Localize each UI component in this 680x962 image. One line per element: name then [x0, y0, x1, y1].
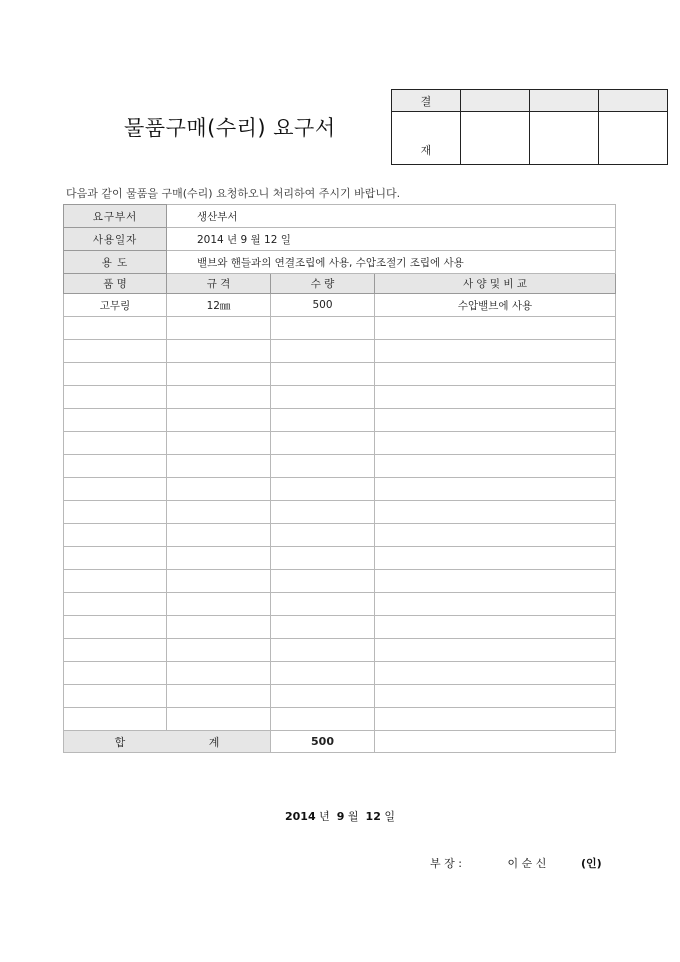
item-name-cell[interactable] [64, 386, 167, 409]
item-note-cell[interactable] [375, 570, 616, 593]
column-header-qty: 수 량 [271, 274, 375, 294]
item-spec-cell[interactable] [167, 386, 271, 409]
item-note-cell[interactable] [375, 593, 616, 616]
item-name-cell[interactable] [64, 478, 167, 501]
item-note-cell[interactable] [375, 386, 616, 409]
item-note-cell[interactable] [375, 708, 616, 731]
item-qty-cell[interactable] [271, 616, 375, 639]
approval-head-2 [530, 90, 599, 112]
item-name-cell[interactable] [64, 570, 167, 593]
approval-box [391, 89, 668, 165]
table-row [64, 708, 616, 731]
use-date-value[interactable]: 2014 년 9 월 12 일 [167, 228, 616, 251]
item-name-cell[interactable] [64, 639, 167, 662]
item-spec-cell[interactable] [167, 432, 271, 455]
item-qty-cell[interactable] [271, 455, 375, 478]
item-qty-cell[interactable] [271, 662, 375, 685]
info-row-date [64, 228, 616, 251]
item-note-cell[interactable] [375, 363, 616, 386]
item-spec-cell[interactable] [167, 363, 271, 386]
table-row [64, 685, 616, 708]
column-header-row [64, 274, 616, 294]
item-spec-cell[interactable] [167, 639, 271, 662]
item-qty-cell[interactable]: 500 [271, 294, 375, 317]
item-qty-cell[interactable] [271, 317, 375, 340]
item-note-cell[interactable] [375, 547, 616, 570]
signature-title: 부 장 : [430, 857, 462, 870]
item-name-cell[interactable] [64, 662, 167, 685]
item-spec-cell[interactable] [167, 524, 271, 547]
item-name-cell[interactable] [64, 593, 167, 616]
item-name-cell[interactable] [64, 340, 167, 363]
signature-seal[interactable]: (인) [581, 857, 602, 870]
table-row [64, 455, 616, 478]
item-spec-cell[interactable] [167, 409, 271, 432]
item-name-cell[interactable] [64, 524, 167, 547]
date-month-unit: 월 [347, 810, 359, 823]
item-name-cell[interactable] [64, 363, 167, 386]
document-title: 물품구매(수리) 요구서 [124, 116, 336, 140]
approval-label-bottom: 재 [392, 112, 461, 165]
intro-text: 다음과 같이 물품을 구매(수리) 요청하오니 처리하여 주시기 바랍니다. [66, 187, 401, 200]
purpose-value[interactable]: 밸브와 핸들과의 연결조립에 사용, 수압조절기 조립에 사용 [167, 251, 616, 274]
table-row [64, 593, 616, 616]
request-table [63, 204, 616, 753]
item-note-cell[interactable]: 수압밸브에 사용 [375, 294, 616, 317]
date-year: 2014 [284, 810, 316, 823]
item-spec-cell[interactable] [167, 478, 271, 501]
signature-line [430, 855, 602, 871]
table-row [64, 616, 616, 639]
item-note-cell[interactable] [375, 524, 616, 547]
item-name-cell[interactable] [64, 409, 167, 432]
table-row [64, 478, 616, 501]
item-qty-cell[interactable] [271, 524, 375, 547]
column-header-spec: 규 격 [167, 274, 271, 294]
item-spec-cell[interactable] [167, 662, 271, 685]
item-qty-cell[interactable] [271, 478, 375, 501]
total-label: 합 계 [64, 731, 271, 753]
table-row [64, 317, 616, 340]
table-row [64, 409, 616, 432]
item-note-cell[interactable] [375, 409, 616, 432]
item-note-cell[interactable] [375, 340, 616, 363]
table-row [64, 432, 616, 455]
document-date [0, 808, 680, 824]
approval-head-3 [599, 90, 668, 112]
item-note-cell[interactable] [375, 662, 616, 685]
item-note-cell[interactable] [375, 478, 616, 501]
table-row [64, 662, 616, 685]
item-note-cell[interactable] [375, 317, 616, 340]
department-value[interactable]: 생산부서 [167, 205, 616, 228]
item-qty-cell[interactable] [271, 708, 375, 731]
item-name-cell[interactable] [64, 455, 167, 478]
item-name-cell[interactable] [64, 547, 167, 570]
item-note-cell[interactable] [375, 685, 616, 708]
table-row [64, 570, 616, 593]
table-row [64, 363, 616, 386]
date-day: 12 [365, 810, 381, 823]
item-name-cell[interactable]: 고무링 [64, 294, 167, 317]
approval-head-1 [461, 90, 530, 112]
item-qty-cell[interactable] [271, 340, 375, 363]
item-qty-cell[interactable] [271, 409, 375, 432]
item-spec-cell[interactable] [167, 593, 271, 616]
info-row-department [64, 205, 616, 228]
table-row [64, 340, 616, 363]
table-row [64, 386, 616, 409]
table-row [64, 547, 616, 570]
signature-name: 이 순 신 [507, 857, 547, 870]
item-note-cell[interactable] [375, 432, 616, 455]
item-name-cell[interactable] [64, 708, 167, 731]
info-label: 용 도 [64, 251, 167, 274]
item-note-cell[interactable] [375, 455, 616, 478]
item-qty-cell[interactable] [271, 432, 375, 455]
item-qty-cell[interactable] [271, 547, 375, 570]
item-name-cell[interactable] [64, 501, 167, 524]
info-row-purpose [64, 251, 616, 274]
column-header-name: 품 명 [64, 274, 167, 294]
table-row [64, 294, 616, 317]
item-qty-cell[interactable] [271, 501, 375, 524]
item-spec-cell[interactable] [167, 685, 271, 708]
item-spec-cell[interactable] [167, 570, 271, 593]
item-note-cell[interactable] [375, 616, 616, 639]
item-name-cell[interactable] [64, 317, 167, 340]
item-qty-cell[interactable] [271, 570, 375, 593]
date-day-unit: 일 [384, 810, 395, 823]
approval-sign-1[interactable] [461, 112, 530, 165]
item-name-cell[interactable] [64, 616, 167, 639]
info-label: 요구부서 [64, 205, 167, 228]
item-spec-cell[interactable] [167, 455, 271, 478]
item-spec-cell[interactable] [167, 547, 271, 570]
item-note-cell[interactable] [375, 639, 616, 662]
item-spec-cell[interactable] [167, 708, 271, 731]
item-spec-cell[interactable] [167, 501, 271, 524]
date-month: 9 [336, 810, 345, 823]
item-name-cell[interactable] [64, 432, 167, 455]
total-row [64, 731, 616, 753]
item-qty-cell[interactable] [271, 639, 375, 662]
table-row [64, 501, 616, 524]
approval-sign-3[interactable] [599, 112, 668, 165]
column-header-note: 사 양 및 비 교 [375, 274, 616, 294]
item-spec-cell[interactable] [167, 616, 271, 639]
info-label: 사용일자 [64, 228, 167, 251]
item-spec-cell[interactable] [167, 340, 271, 363]
item-qty-cell[interactable] [271, 685, 375, 708]
total-qty: 500 [271, 731, 375, 753]
table-row [64, 639, 616, 662]
approval-label-top: 결 [392, 90, 461, 112]
item-rows [64, 294, 616, 731]
table-row [64, 524, 616, 547]
item-qty-cell[interactable] [271, 363, 375, 386]
item-name-cell[interactable] [64, 685, 167, 708]
date-year-unit: 년 [319, 810, 330, 823]
approval-sign-2[interactable] [530, 112, 599, 165]
item-spec-cell[interactable]: 12㎜ [167, 294, 271, 317]
total-note[interactable] [375, 731, 616, 753]
item-note-cell[interactable] [375, 501, 616, 524]
item-qty-cell[interactable] [271, 386, 375, 409]
item-qty-cell[interactable] [271, 593, 375, 616]
item-spec-cell[interactable] [167, 317, 271, 340]
